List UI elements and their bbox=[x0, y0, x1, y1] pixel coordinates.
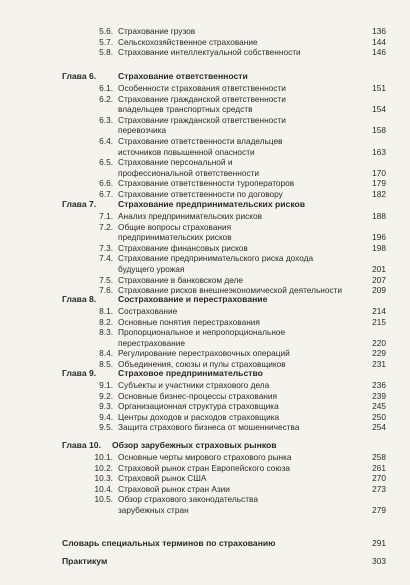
entry-number: 8.4. bbox=[99, 348, 113, 359]
entry-page: 158 bbox=[372, 125, 386, 136]
toc-entry-5-8[interactable] bbox=[0, 47, 410, 58]
chapter-title: Страховое предпринимательство bbox=[118, 368, 263, 378]
toc-entry-10-1[interactable] bbox=[0, 452, 410, 463]
entry-title: Защита страхового бизнеса от мошенничества bbox=[118, 422, 300, 433]
entry-number: 10.1. bbox=[94, 452, 113, 462]
practicum-entry[interactable] bbox=[0, 556, 410, 568]
toc-entry-5-6[interactable] bbox=[0, 26, 410, 37]
entry-title: Пропорциональное и непропорциональное перестрахование bbox=[118, 327, 286, 348]
entry-title: Сострахование bbox=[118, 306, 178, 316]
entry-title: Страхование финансовых рисков bbox=[118, 242, 248, 253]
entry-page: 273 bbox=[372, 483, 386, 494]
entry-title: Объединения, союзы и пулы страховщиков bbox=[118, 358, 286, 369]
entry-page: 220 bbox=[372, 337, 386, 348]
entry-number: 8.3. bbox=[99, 327, 113, 338]
entry-page: 207 bbox=[372, 274, 386, 285]
entry-title: Страхование гражданской ответственности владельцев транспортных средств bbox=[118, 93, 286, 115]
entry-title: Основные черты мирового страхового рынка bbox=[118, 452, 292, 462]
chapter-9 bbox=[0, 368, 410, 433]
entry-title: Основные бизнес-процессы страхования bbox=[118, 390, 278, 401]
entry-title: Основные понятия перестрахования bbox=[118, 316, 260, 327]
entry-number: 9.2. bbox=[99, 390, 113, 401]
practicum-page: 303 bbox=[372, 556, 386, 566]
chapter-heading[interactable] bbox=[0, 294, 410, 306]
entry-page: 239 bbox=[372, 390, 386, 401]
toc-entry-6-5[interactable] bbox=[0, 157, 410, 178]
entry-page: 254 bbox=[372, 422, 386, 433]
chapter-number: Глава 7. bbox=[62, 199, 97, 209]
toc-entry-9-1[interactable] bbox=[0, 380, 410, 391]
entry-title: Общие вопросы страхования предпринимательских рисков bbox=[118, 221, 232, 243]
entry-number: 7.5. bbox=[99, 274, 113, 285]
entry-page: 163 bbox=[372, 146, 386, 157]
toc-entry-6-2[interactable] bbox=[0, 94, 410, 115]
glossary-page: 291 bbox=[372, 538, 386, 548]
entry-title: Страхование персональной и профессиональной ответственности bbox=[118, 157, 260, 178]
entry-number: 6.6. bbox=[99, 178, 113, 189]
toc-entry-7-3[interactable] bbox=[0, 243, 410, 254]
entry-number: 6.1. bbox=[99, 83, 113, 93]
entry-number: 7.6. bbox=[99, 285, 113, 296]
entry-page: 261 bbox=[372, 462, 386, 473]
entry-page: 214 bbox=[372, 306, 386, 316]
chapter-heading[interactable] bbox=[0, 71, 410, 83]
entry-page: 245 bbox=[372, 401, 386, 412]
chapter-title: Обзор зарубежных страховых рынков bbox=[112, 440, 277, 450]
entry-number: 6.3. bbox=[99, 114, 113, 125]
entry-title: Страхование ответственности владельцев источников повышенной опасности bbox=[118, 135, 283, 157]
toc-entry-6-1[interactable] bbox=[0, 83, 410, 94]
toc-entry-6-4[interactable] bbox=[0, 136, 410, 157]
entry-title: Страховой рынок США bbox=[118, 473, 207, 484]
chapter-heading[interactable] bbox=[0, 440, 410, 452]
entry-number: 10.2. bbox=[94, 462, 113, 473]
toc-entry-10-3[interactable] bbox=[0, 473, 410, 484]
entry-title: Регулирование перестраховочных операций bbox=[118, 348, 290, 359]
entry-number: 9.5. bbox=[99, 422, 113, 433]
chapter-6 bbox=[0, 71, 410, 200]
entry-page: 209 bbox=[372, 285, 386, 296]
chapter-heading[interactable] bbox=[0, 368, 410, 380]
toc-entry-9-3[interactable] bbox=[0, 401, 410, 412]
entry-title: Страхование интеллектуальной собственности bbox=[118, 47, 301, 58]
entry-number: 8.1. bbox=[99, 306, 113, 316]
chapter-title: Страхование предпринимательских рисков bbox=[118, 199, 306, 209]
glossary-entry[interactable] bbox=[0, 538, 410, 550]
toc-entry-9-2[interactable] bbox=[0, 391, 410, 402]
entry-page: 188 bbox=[372, 211, 386, 221]
entry-title: Страхование ответственности туроператоров bbox=[118, 178, 295, 189]
toc-entry-9-4[interactable] bbox=[0, 412, 410, 423]
toc-entry-6-7[interactable] bbox=[0, 189, 410, 200]
entry-title: Сельскохозяйственное страхование bbox=[118, 36, 258, 47]
entry-page: 250 bbox=[372, 411, 386, 422]
toc-entry-8-3[interactable] bbox=[0, 327, 410, 348]
chapter-8 bbox=[0, 294, 410, 370]
toc-entry-7-5[interactable] bbox=[0, 275, 410, 286]
entry-page: 215 bbox=[372, 316, 386, 327]
entry-title: Субъекты и участники страхового дела bbox=[118, 380, 270, 390]
glossary-title: Словарь специальных терминов по страхованию bbox=[62, 538, 276, 548]
entry-title: Страхование грузов bbox=[118, 26, 196, 36]
chapter-title: Страхование ответственности bbox=[118, 71, 248, 81]
chapter-number: Глава 10. bbox=[62, 440, 101, 450]
entry-title: Страхование предпринимательского риска дохода будущего урожая bbox=[118, 253, 314, 274]
entry-page: 236 bbox=[372, 380, 386, 390]
entry-page: 151 bbox=[372, 83, 386, 93]
entry-number: 5.6. bbox=[99, 26, 113, 36]
entry-number: 10.4. bbox=[94, 483, 113, 494]
entry-page: 279 bbox=[372, 504, 386, 515]
entry-page: 182 bbox=[372, 188, 386, 199]
entry-page: 136 bbox=[372, 26, 386, 36]
entry-page: 229 bbox=[372, 348, 386, 359]
entry-title: Особенности страхования ответственности bbox=[118, 83, 286, 93]
chapter-number: Глава 8. bbox=[62, 294, 97, 304]
entry-number: 7.3. bbox=[99, 242, 113, 253]
toc-entry-6-3[interactable] bbox=[0, 115, 410, 136]
toc-entry-5-7[interactable] bbox=[0, 37, 410, 48]
toc-entry-8-1[interactable] bbox=[0, 306, 410, 317]
toc-entry-7-2[interactable] bbox=[0, 222, 410, 243]
entry-number: 9.4. bbox=[99, 411, 113, 422]
entry-title: Страхование ответственности по договору bbox=[118, 188, 283, 199]
entry-page: 196 bbox=[372, 232, 386, 243]
entry-page: 154 bbox=[372, 104, 386, 115]
toc-entry-8-4[interactable] bbox=[0, 348, 410, 359]
entry-page: 201 bbox=[372, 263, 386, 274]
toc-entry-6-6[interactable] bbox=[0, 178, 410, 189]
chapter-number: Глава 6. bbox=[62, 71, 97, 81]
entry-number: 7.2. bbox=[99, 221, 113, 232]
chapter-number: Глава 9. bbox=[62, 368, 97, 378]
entry-title: Страхование в банковском деле bbox=[118, 274, 244, 285]
entry-number: 5.8. bbox=[99, 47, 113, 58]
toc-entry-9-5[interactable] bbox=[0, 422, 410, 433]
entry-page: 198 bbox=[372, 242, 386, 253]
chapter-7 bbox=[0, 199, 410, 296]
chapter-10 bbox=[0, 440, 410, 516]
chapter-heading[interactable] bbox=[0, 199, 410, 211]
entry-number: 8.2. bbox=[99, 316, 113, 327]
entry-page: 146 bbox=[372, 47, 386, 58]
entry-title: Страховой рынок стран Азии bbox=[118, 483, 230, 494]
entry-title: Страховой рынок стран Европейского союза bbox=[118, 462, 290, 473]
entry-page: 258 bbox=[372, 452, 386, 462]
section-5-continued bbox=[0, 26, 410, 58]
toc-entry-8-2[interactable] bbox=[0, 317, 410, 328]
entry-page: 270 bbox=[372, 473, 386, 484]
entry-title: Страхование гражданской ответственности перевозчика bbox=[118, 114, 286, 136]
entry-title: Обзор страхового законодательства зарубежных стран bbox=[118, 494, 258, 515]
entry-number: 6.2. bbox=[99, 93, 113, 104]
entry-number: 9.3. bbox=[99, 401, 113, 412]
chapter-title: Сострахование и перестрахование bbox=[118, 294, 268, 304]
entry-number: 6.5. bbox=[99, 157, 113, 168]
entry-number: 7.1. bbox=[99, 211, 113, 221]
entry-number: 8.5. bbox=[99, 358, 113, 369]
entry-number: 6.4. bbox=[99, 135, 113, 146]
toc-entry-10-2[interactable] bbox=[0, 463, 410, 474]
entry-page: 170 bbox=[372, 167, 386, 178]
entry-number: 10.3. bbox=[94, 473, 113, 484]
entry-number: 7.4. bbox=[99, 253, 113, 264]
entry-title: Анализ предпринимательских рисков bbox=[118, 211, 263, 221]
entry-title: Страхование рисков внешнеэкономической деятельности bbox=[118, 285, 343, 296]
toc-entry-10-4[interactable] bbox=[0, 484, 410, 495]
entry-page: 231 bbox=[372, 358, 386, 369]
entry-title: Центры доходов и расходов страховщика bbox=[118, 411, 280, 422]
toc-entry-7-1[interactable] bbox=[0, 211, 410, 222]
entry-number: 10.5. bbox=[94, 494, 113, 505]
entry-page: 179 bbox=[372, 178, 386, 189]
entry-number: 6.7. bbox=[99, 188, 113, 199]
entry-number: 5.7. bbox=[99, 36, 113, 47]
entry-number: 9.1. bbox=[99, 380, 113, 390]
entry-title: Организационная структура страховщика bbox=[118, 401, 279, 412]
toc-entry-10-5[interactable] bbox=[0, 494, 410, 515]
toc-entry-7-4[interactable] bbox=[0, 253, 410, 274]
practicum-title: Практикум bbox=[62, 556, 108, 566]
entry-page: 144 bbox=[372, 36, 386, 47]
